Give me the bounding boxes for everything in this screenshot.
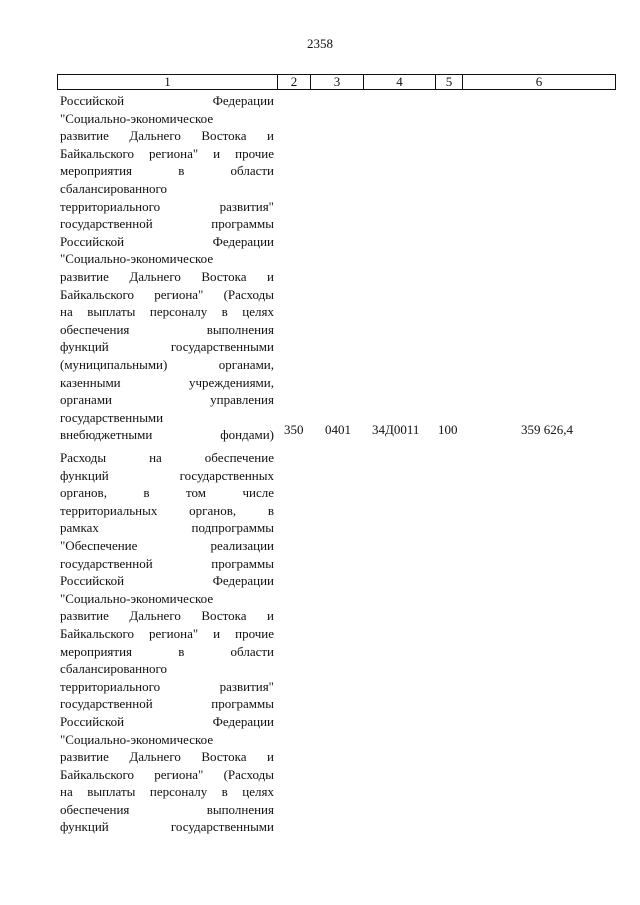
description-line: Расходы на обеспечение [60, 450, 274, 465]
page-number: 2358 [307, 36, 333, 51]
description-line: государственными [60, 409, 164, 425]
column-header-1: 1 [58, 75, 278, 90]
description-line: мероприятия в области [60, 163, 274, 179]
description-line: государственной программы [60, 555, 274, 571]
column-header-2: 2 [278, 75, 311, 90]
description-line: (муниципальными) органами, [60, 356, 274, 372]
description-line: функций государственных [60, 467, 274, 483]
column-header-5: 5 [436, 75, 463, 90]
description-line: внебюджетными фондами) [60, 427, 274, 443]
row-description [60, 92, 274, 444]
description-line: "Обеспечение реализации [60, 537, 274, 553]
description-line: государственной программы [60, 216, 274, 232]
description-line: сбалансированного [60, 661, 168, 677]
section-code: 0401 [325, 422, 351, 437]
description-line: развитие Дальнего Востока и [60, 608, 274, 624]
description-line: органами управления [60, 392, 274, 408]
description-line: казенными учреждениями, [60, 374, 274, 390]
column-header-6: 6 [463, 75, 616, 90]
description-line: "Социально-экономическое [60, 590, 214, 606]
description-line: органов, в том числе [60, 485, 274, 501]
description-line: развитие Дальнего Востока и [60, 749, 274, 765]
description-line: сбалансированного [60, 180, 168, 196]
description-line: обеспечения выполнения [60, 801, 274, 817]
description-line: рамках подпрограммы [60, 520, 274, 536]
description-line: Байкальского региона" и прочие [60, 625, 274, 641]
description-line: Российской Федерации [60, 573, 274, 589]
description-line: территориального развития" [60, 198, 274, 214]
description-line: мероприятия в области [60, 643, 274, 659]
description-line: Байкальского региона" и прочие [60, 145, 274, 161]
description-line: Байкальского региона" (Расходы [60, 766, 274, 782]
column-header-table [57, 74, 616, 90]
description-line: территориальных органов, в [60, 502, 274, 518]
description-line: обеспечения выполнения [60, 321, 274, 337]
description-line: государственной программы [60, 696, 274, 712]
target-article-code: 34Д0011 [372, 422, 420, 437]
expense-type-code: 100 [438, 422, 458, 437]
row-description [60, 449, 274, 836]
description-line: развитие Дальнего Востока и [60, 268, 274, 284]
description-line: Байкальского региона" (Расходы [60, 286, 274, 302]
description-line: территориального развития" [60, 678, 274, 694]
column-header-3: 3 [311, 75, 364, 90]
description-line: функций государственными [60, 339, 274, 355]
description-line: Российской Федерации [60, 93, 274, 108]
column-header-row [58, 75, 616, 90]
description-line: Российской Федерации [60, 233, 274, 249]
description-line: на выплаты персоналу в целях [60, 304, 274, 320]
description-line: на выплаты персоналу в целях [60, 784, 274, 800]
description-line: функций государственными [60, 819, 274, 835]
description-line: "Социально-экономическое [60, 251, 214, 267]
description-line: Российской Федерации [60, 713, 274, 729]
ministry-code: 350 [284, 422, 304, 437]
description-line: развитие Дальнего Востока и [60, 128, 274, 144]
amount-value: 359 626,4 [521, 422, 573, 437]
column-header-4: 4 [364, 75, 436, 90]
description-line: "Социально-экономическое [60, 110, 214, 126]
description-line: "Социально-экономическое [60, 731, 214, 747]
